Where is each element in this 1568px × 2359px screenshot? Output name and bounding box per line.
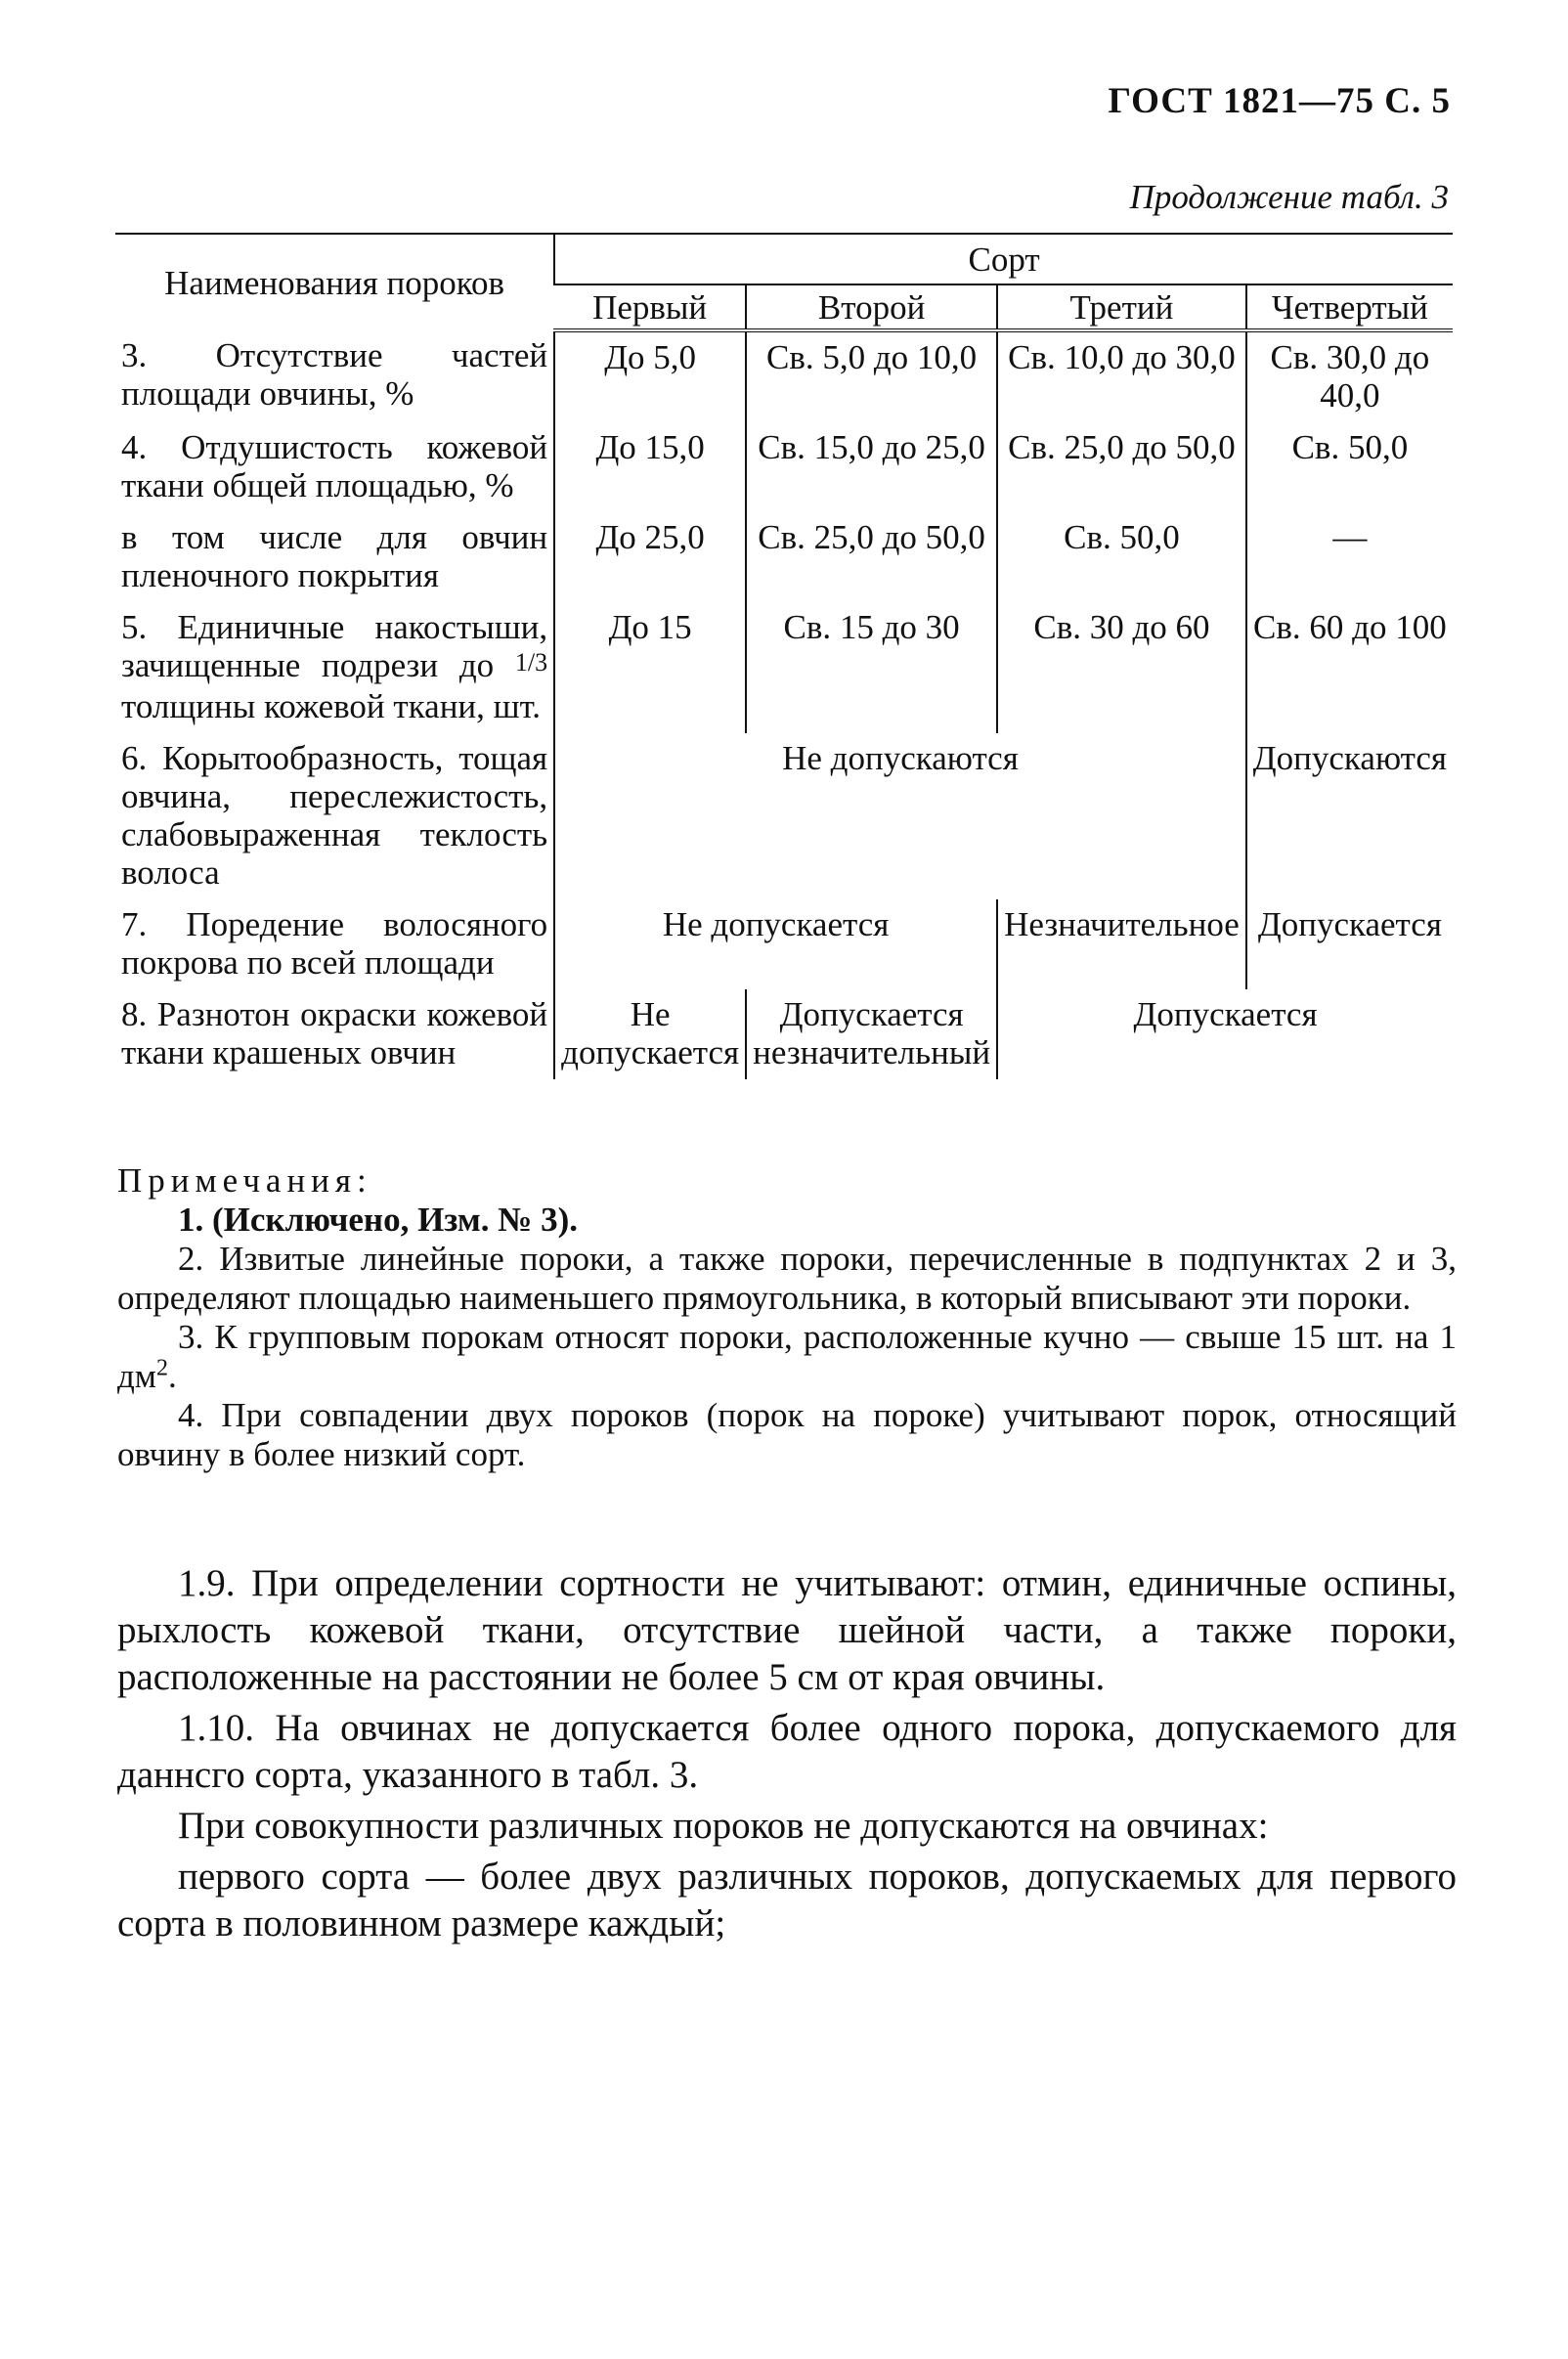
grade-2-value: Допускается незначительный [746,989,997,1079]
defect-name: в том числе для овчин пленочного покрытия [121,518,548,594]
note-4: 4. При совпадении двух пороков (порок на пороке) учитывают порок, относящий овчину в более низкий сорт. [117,1396,1457,1473]
paragraph-1-10: 1.10. На овчинах не допускается более одного порока, допускаемого для даннсго сорта, указанного в табл. 3. [117,1707,1457,1796]
grade-3-value: Незначительное [997,899,1246,989]
grade-4-value: Св. 30,0 до 40,0 [1246,330,1453,422]
defect-name: 4. Отдушистость кожевой ткани общей площадью, % [121,428,548,504]
table-continuation-label: Продолжение табл. 3 [1129,178,1449,216]
paragraph-1-9: 1.9. При определении сортности не учитывают: отмин, единичные оспины, рыхлость кожевой ткани, отсутствие шейной части, а также пороки, расположенные на расстоянии не более 5 см от края овчины. [117,1562,1457,1698]
grade-1-value: До 15 [554,602,746,733]
col-header-defect-name: Наименования пороков [115,234,554,330]
grades-3-4-value: Допускается [997,989,1453,1079]
grade-4-value: Св. 60 до 100 [1246,602,1453,733]
table-row [115,512,1453,602]
defect-name: 7. Поредение волосяного покрова по всей площади [121,905,548,982]
grade-4-value: Допускается [1246,899,1453,989]
fraction-one-third: 1/3 [514,648,548,677]
defect-name: 3. Отсутствие частей площади овчины, % [121,336,548,413]
grade-1-value: До 25,0 [554,512,746,602]
grade-1-value: До 15,0 [554,422,746,512]
grade-1-value: Не допускается [554,989,746,1079]
note-1: 1. (Исключено, Изм. № 3). [178,1201,579,1239]
col-header-grade-group: Сорт [554,234,1453,284]
note-2: 2. Извитые линейные пороки, а также пороки, перечисленные в подпунктах 2 и 3, определяют площадью наименьшего прямоугольника, в который вписывают эти пороки. [117,1240,1457,1317]
grade-2-value: Св. 15,0 до 25,0 [746,422,997,512]
grade-2-value: Св. 15 до 30 [746,602,997,733]
paragraph-combination: При совокупности различных пороков не допускаются на овчинах: [178,1805,1269,1847]
note-3-superscript: 2 [155,1355,168,1381]
table-row [115,422,1453,512]
defect-name: 6. Корытообразность, тощая овчина, переслежистость, слабовыраженная теклость волоса [121,739,548,892]
grade-3-value: Св. 25,0 до 50,0 [997,422,1246,512]
table-row [115,330,1453,422]
grade-3-value: Св. 30 до 60 [997,602,1246,733]
table-row [115,602,1453,733]
grade-4-value: Св. 50,0 [1246,422,1453,512]
defects-table [115,233,1453,1079]
col-header-grade-1: Первый [554,284,746,330]
defect-name-part: 5. Единичные накостыши, зачищенные подрези до [121,608,548,684]
grade-3-value: Св. 50,0 [997,512,1246,602]
col-header-grade-2: Второй [746,284,997,330]
notes-title: Примечания: [117,1161,372,1200]
grade-4-value: Допускаются [1246,733,1453,899]
col-header-grade-4: Четвертый [1246,284,1453,330]
grades-1-2-value: Не допускается [554,899,997,989]
notes-section [117,1161,1457,1474]
grade-1-value: До 5,0 [554,330,746,422]
note-3-text: 3. К групповым порокам относят пороки, расположенные кучно — свыше 15 шт. на 1 дм [117,1318,1457,1395]
defect-name-part: толщины кожевой ткани, шт. [121,687,542,725]
table-row [115,733,1453,899]
grade-3-value: Св. 10,0 до 30,0 [997,330,1246,422]
note-3 [117,1318,1457,1396]
table-row [115,899,1453,989]
col-header-grade-3: Третий [997,284,1246,330]
grades-1-3-value: Не допускаются [554,733,1246,899]
paragraph-first-grade: первого сорта — более двух различных пороков, допускаемых для первого сорта в половинном размере каждый; [117,1856,1457,1944]
grade-2-value: Св. 5,0 до 10,0 [746,330,997,422]
body-text [117,1560,1457,1951]
defect-name [115,602,554,733]
note-3-end: . [167,1357,177,1395]
defect-name: 8. Разнотон окраски кожевой ткани крашеных овчин [121,995,548,1071]
grade-4-value: — [1246,512,1453,602]
page-header: ГОСТ 1821—75 С. 5 [1108,81,1451,121]
grade-2-value: Св. 25,0 до 50,0 [746,512,997,602]
table-row [115,989,1453,1079]
